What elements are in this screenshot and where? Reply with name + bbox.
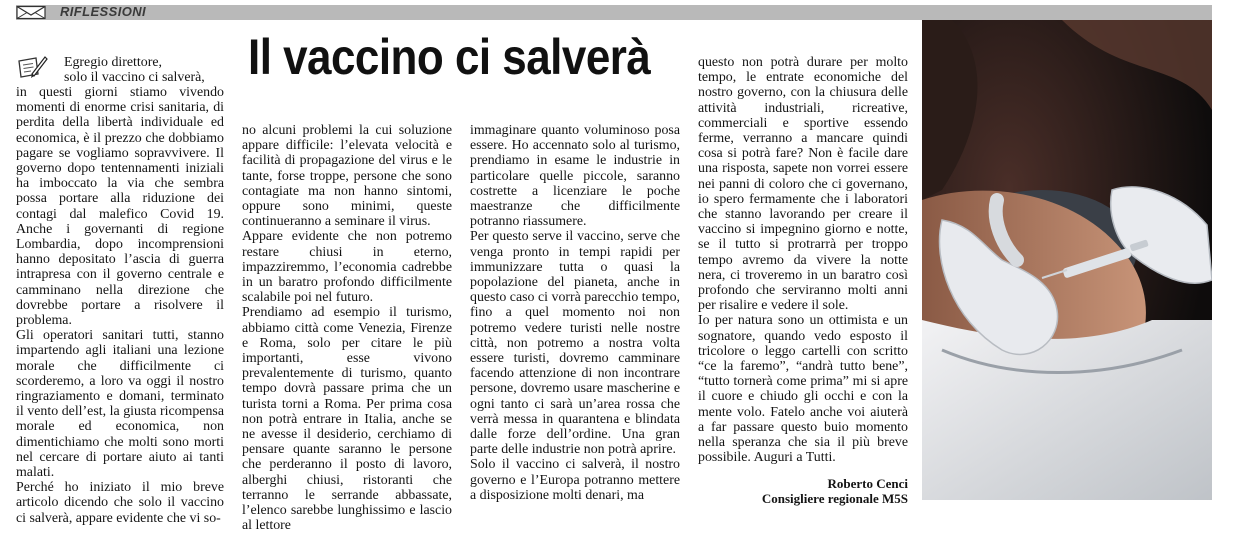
paragraph: Per questo serve il vaccino, serve che venga pronto in tempi rapidi per immunizzare tutta o quasi la popolazione del pianeta, anche in questo caso ci vorrà parecchio tempo, fino a quel momento noi non potremo vedere turisti nelle nostre città, non potremo a nostra volta essere turisti, dovremo camminare facendo attenzione di non incontrare persone, dovremo usare mascherine e ogni tanto ci sarà un’area rossa che verrà messa in quarantena e blindata dalle forze dell’ordine. Una gran parte delle industrie non potrà aprire. <box>470 229 680 458</box>
article-title: Il vaccino ci salverà <box>248 29 651 85</box>
paragraph: Solo il vaccino ci salverà, il nostro governo e l’Europa potranno mettere a disposizione molti denari, ma <box>470 457 680 503</box>
paragraph: Perché ho iniziato il mio breve articolo dicendo che solo il vaccino ci salverà, appare evidente che vi so- <box>16 480 224 526</box>
article-column-2 <box>242 123 452 533</box>
pen-letter-icon <box>16 54 48 80</box>
lead-line: solo il vaccino ci salverà, <box>64 70 205 85</box>
paragraph: no alcuni problemi la cui soluzione appare difficile: l’elevata velocità e facilità di propagazione del virus e le tante, forse troppe, persone che sono contagiate ma non hanno sintomi, oppure sono minimi, queste continueranno a seminare il virus. <box>242 123 452 230</box>
envelope-icon <box>16 5 46 20</box>
article-column-4 <box>698 55 908 465</box>
section-label: RIFLESSIONI <box>60 4 147 19</box>
article-column-3 <box>470 123 680 503</box>
paragraph: questo non potrà durare per molto tempo, le entrate economiche del nostro governo, con la chiusura delle attività industriali, ricreative, commerciali e sportive essendo ferme, verranno a mancare quindi cosa si potrà fare? Non è facile dare una risposta, sapete non vorrei essere nei panni di coloro che ci governano, io spero fermamente che i laboratori che stanno lavorando per creare il vaccino si impegnino giorno e notte, se il tutto si protrarrà per troppo tempo avremo da vivere la notte nera, ci troveremo in un baratro così profondo che serviranno molti anni per risalire e vedere il sole. <box>698 55 908 314</box>
vaccination-illustration <box>922 20 1212 500</box>
salutation: Egregio direttore, <box>64 55 162 70</box>
paragraph: Appare evidente che non potremo restare chiusi in eterno, impazziremmo, l’economia cadrebbe in un baratro profondo difficilmente scalabile poi nel futuro. <box>242 229 452 306</box>
author-role: Consigliere regionale M5S <box>761 491 908 506</box>
section-header-bar <box>16 5 1212 20</box>
paragraph: Io per natura sono un ottimista e un sognatore, quando vedo esposto il tricolore o leggo cartelli con scritto “ce la faremo”, “andrà tutto bene”, “tutto tornerà come prima” mi si apre il cuore e chiudo gli occhi e con la mente volo. Fatelo anche voi aiuterà a far passare questo buio momento nella speranza che sia il più breve possibile. Auguri a Tutti. <box>698 313 908 466</box>
paragraph: immaginare quanto voluminoso posa essere. Ho accennato solo al turismo, prendiamo in esame le industrie in particolare quelle piccole, saranno costrette a licenziare le poche maestranze che difficilmente potranno riassumere. <box>470 123 680 230</box>
paragraph: in questi giorni stiamo vivendo momenti di enorme crisi sanitaria, di perdita della libertà individuale ed economica, è il prezzo che dobbiamo pagare se vogliamo sopravvivere. Il governo dopo tentennamenti iniziali ha imboccato la via che sembra possa portare alla riduzione dei contagi dal malefico Covid 19. Anche i governanti di regione Lombardia, dopo incomprensioni hanno depositato l’ascia di guerra intrapresa con il governo centrale e camminano nella direzione che dovrebbe portare a risolvere il problema. <box>16 85 224 329</box>
paragraph: Gli operatori sanitari tutti, stanno impartendo agli italiani una lezione morale che difficilmente ci scorderemo, a loro va oggi il nostro ringraziamento e domani, terminato il vento dell’est, la giusta ricompensa morale ed economica, non dimentichiamo che molti sono morti nel cercare di portare aiuto ai tanti malati. <box>16 328 224 481</box>
vaccination-photo <box>922 20 1212 500</box>
paragraph: Prendiamo ad esempio il turismo, abbiamo città come Venezia, Firenze e Roma, solo per citare le più importanti, esse vivono prevalentemente di turismo, quanto tempo dovrà passare prima che un turista torni a Roma. Per prima cosa non potrà entrare in Italia, anche se ne avesse il desiderio, cerchiamo di pensare quante saranno le persone che perderanno il posto di lavoro, alberghi chiusi, ristoranti che terranno le serrande abbassate, l’elenco sarebbe lunghissimo e lascio al lettore <box>242 305 452 533</box>
article-column-1 <box>16 85 224 526</box>
author-name: Roberto Cenci <box>827 476 908 491</box>
